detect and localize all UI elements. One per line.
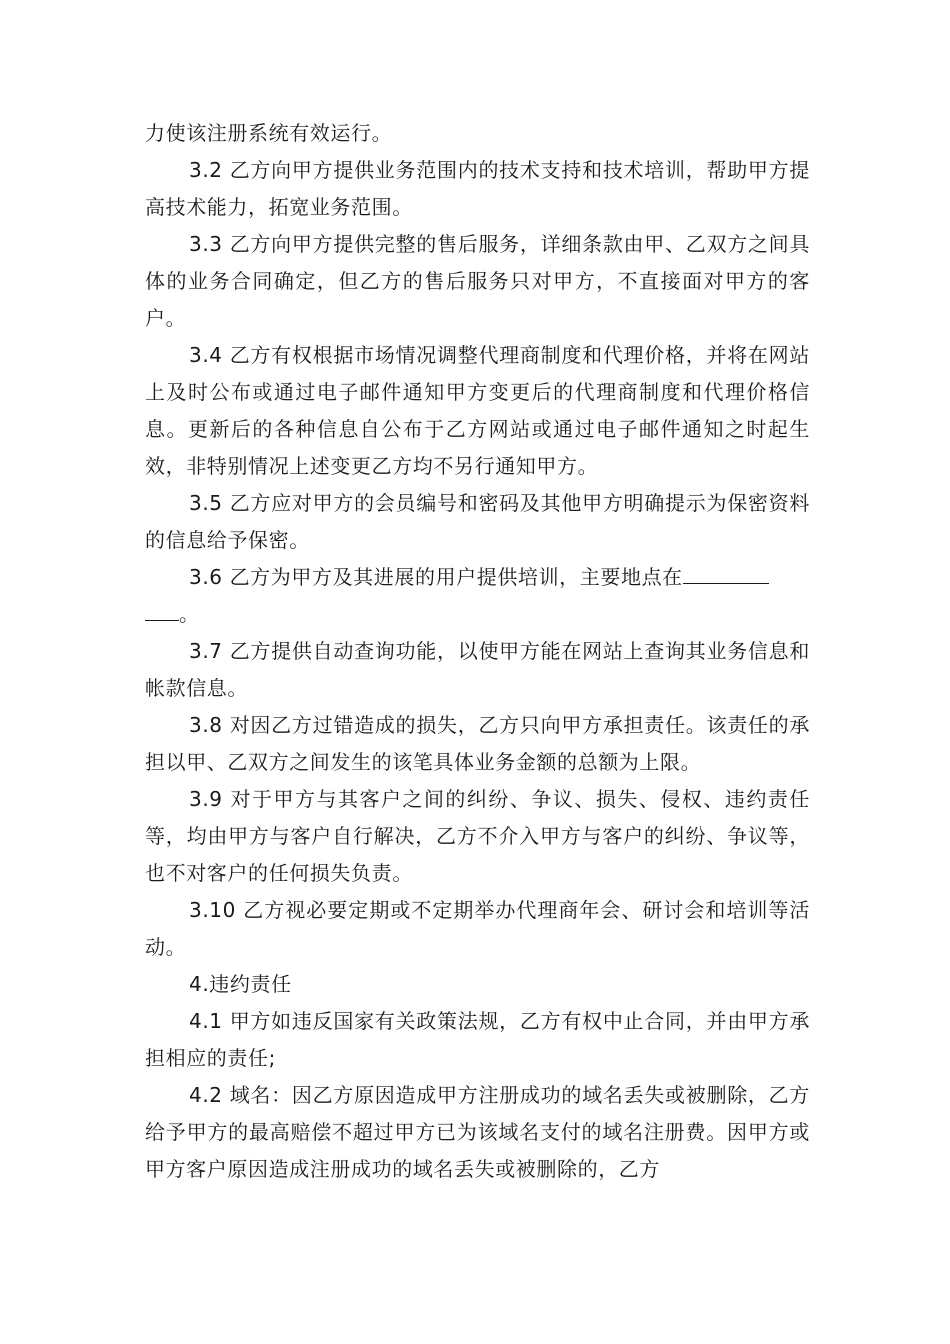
clause-3-3: 3.3 乙方向甲方提供完整的售后服务，详细条款由甲、乙双方之间具体的业务合同确定，但乙方的售后服务只对甲方，不直接面对甲方的客户。 bbox=[145, 232, 810, 330]
clause-3-6 bbox=[145, 559, 810, 633]
clause-3-5: 3.5 乙方应对甲方的会员编号和密码及其他甲方明确提示为保密资料的信息给予保密。 bbox=[145, 491, 810, 552]
clause-3-6-text: 3.6 乙方为甲方及其进展的用户提供培训，主要地点在 bbox=[189, 565, 683, 589]
paragraph-continuation: 力使该注册系统有效运行。 bbox=[145, 121, 393, 145]
clause-3-8: 3.8 对因乙方过错造成的损失，乙方只向甲方承担责任。该责任的承担以甲、乙双方之间发生的该笔具体业务金额的总额为上限。 bbox=[145, 713, 810, 774]
clause-3-6-end: 。 bbox=[179, 602, 200, 626]
clause-4-2: 4.2 域名：因乙方原因造成甲方注册成功的域名丢失或被删除，乙方给予甲方的最高赔偿不超过甲方已为该域名支付的域名注册费。因甲方或甲方客户原因造成注册成功的域名丢失或被删除的，乙方 bbox=[145, 1083, 810, 1181]
document-body bbox=[145, 115, 810, 1188]
clause-3-9: 3.9 对于甲方与其客户之间的纠纷、争议、损失、侵权、违约责任等，均由甲方与客户自行解决，乙方不介入甲方与客户的纠纷、争议等，也不对客户的任何损失负责。 bbox=[145, 787, 810, 885]
clause-3-4: 3.4 乙方有权根据市场情况调整代理商制度和代理价格，并将在网站上及时公布或通过电子邮件通知甲方变更后的代理商制度和代理价格信息。更新后的各种信息自公布于乙方网站或通过电子邮件通知之时起生效，非特别情况上述变更乙方均不另行通知甲方。 bbox=[145, 343, 810, 478]
section-heading-4: 4.违约责任 bbox=[189, 972, 292, 996]
clause-3-7: 3.7 乙方提供自动查询功能，以使甲方能在网站上查询其业务信息和帐款信息。 bbox=[145, 639, 810, 700]
fill-in-blank-line-continued bbox=[145, 596, 179, 621]
clause-3-2: 3.2 乙方向甲方提供业务范围内的技术支持和技术培训，帮助甲方提高技术能力，拓宽业务范围。 bbox=[145, 158, 810, 219]
clause-4-1: 4.1 甲方如违反国家有关政策法规，乙方有权中止合同，并由甲方承担相应的责任; bbox=[145, 1009, 810, 1070]
clause-3-10: 3.10 乙方视必要定期或不定期举办代理商年会、研讨会和培训等活动。 bbox=[145, 898, 810, 959]
fill-in-blank-line bbox=[683, 559, 769, 584]
